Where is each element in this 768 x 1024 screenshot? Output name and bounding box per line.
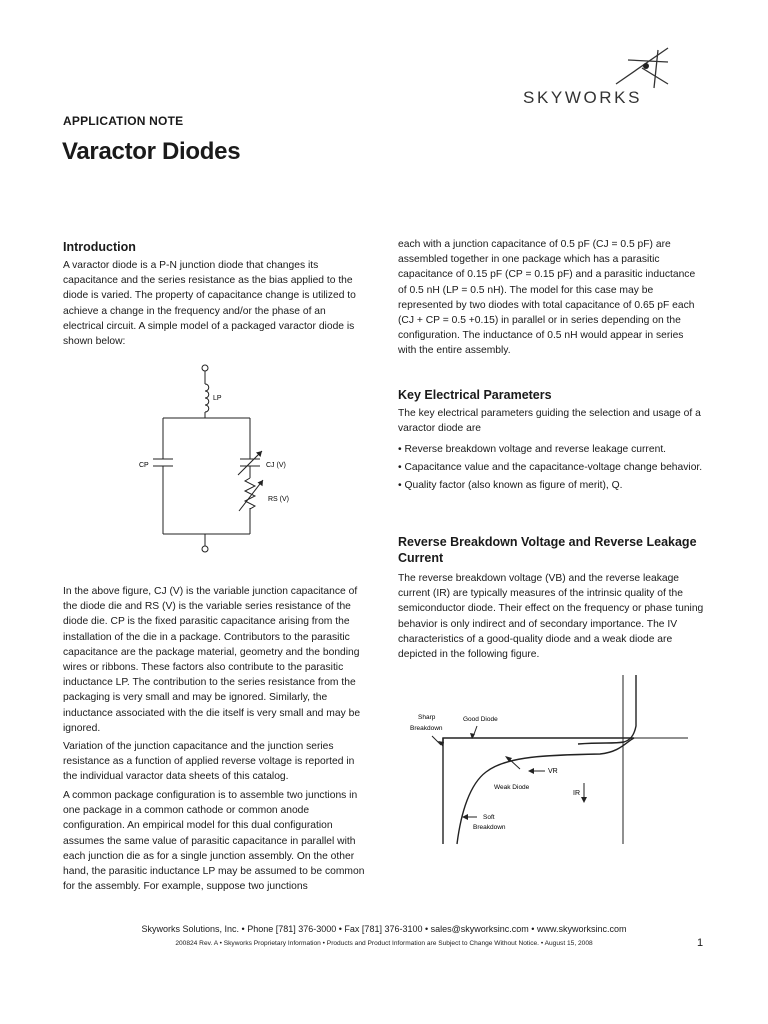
logo-wordmark: SKYWORKS bbox=[523, 88, 643, 107]
list-item: • Quality factor (also known as figure of merit), Q. bbox=[398, 480, 623, 492]
intro-paragraph-5: each with a junction capacitance of 0.5 pF (CJ = 0.5 pF) are assembled together in one package which has a parasitic capacitance of 0.15 pF (CP = 0.15 pF) and a parasitic inductance of 0.5 nH (LP = 0.5 nH). The model for this case may be represented by two diodes with total capacitance of 0.65 pF each (CJ + CP = 0.5 +0.15) in parallel or in series depending on the configuration. The inductance of 0.5 nH would appear in series with the entire assembly. bbox=[398, 239, 696, 357]
intro-paragraph-2: In the above figure, CJ (V) is the variable junction capacitance of the diode die and RS (V) is the variable series resistance of the diode die. CP is the fixed parasitic capacitance arising from the installation of the die in a package. Contributors to the parasitic capacitance are the package material, geometry and the bonding wires or ribbons. These factors also contribute to the parasitic inductance LP. The contribution to the series resistance from the packaging is very small and may be ignored. Similarly, the inductance associated with the die itself is very small and may be ignored. bbox=[63, 586, 361, 734]
varactor-circuit-diagram bbox=[130, 362, 300, 568]
page-number: 1 bbox=[697, 937, 704, 949]
ir-label: IR bbox=[573, 790, 580, 797]
rs-label: RS (V) bbox=[268, 496, 289, 503]
iv-characteristics-figure bbox=[398, 672, 698, 852]
intro-paragraph-4: A common package configuration is to assemble two junctions in one package in a common cathode or common anode configuration. An empirical model for this dual configuration assumes the same value of parasitic capacitance in parallel with each junction die as for a single junction assembly. On the other hand, the parasitic inductance LP may be assumed to be common for the assembly. For example, suppose two junctions bbox=[63, 790, 365, 893]
weak-diode-label: Weak Diode bbox=[494, 784, 530, 791]
intro-paragraph-1: A varactor diode is a P-N junction diode that changes its capacitance and the series resistance as the bias applied to the diode is varied. The property of capacitance change is utilized to achieve a change in the frequency and/or the phase of an electrical circuit. A simple model of a packaged varactor diode is shown below: bbox=[63, 260, 356, 348]
intro-paragraph-3: Variation of the junction capacitance and the junction series resistance as a function of applied reverse voltage is reported in the individual varactor data sheets of this catalog. bbox=[63, 741, 355, 783]
footer-contact: Skyworks Solutions, Inc. • Phone [781] 376-3000 • Fax [781] 376-3100 • sales@skyworksinc.com • www.skyworksinc.com bbox=[141, 924, 627, 934]
good-diode-label: Good Diode bbox=[463, 716, 498, 723]
lp-label: LP bbox=[213, 395, 222, 402]
key-parameters-list bbox=[398, 442, 704, 497]
skyworks-logo bbox=[520, 44, 670, 110]
key-parameters-intro: The key electrical parameters guiding the selection and usage of a varactor diode are bbox=[398, 408, 701, 435]
page-title: Varactor Diodes bbox=[62, 138, 241, 165]
key-parameters-heading: Key Electrical Parameters bbox=[398, 388, 552, 402]
sharp-label-2: Breakdown bbox=[410, 725, 443, 732]
soft-label-2: Breakdown bbox=[473, 824, 506, 831]
list-item: • Capacitance value and the capacitance-voltage change behavior. bbox=[398, 462, 703, 474]
intro-heading: Introduction bbox=[63, 240, 136, 254]
footer-legal: 200824 Rev. A • Skyworks Proprietary Information • Products and Product Information are Subject to Change Without Notice. • August 15, 2008 bbox=[175, 940, 593, 947]
list-item: • Reverse breakdown voltage and reverse leakage current. bbox=[398, 444, 667, 455]
skyworks-star-logo-icon bbox=[520, 44, 670, 92]
cp-label: CP bbox=[139, 462, 149, 469]
soft-label-1: Soft bbox=[483, 814, 495, 821]
application-note-label: APPLICATION NOTE bbox=[63, 114, 184, 128]
cj-label: CJ (V) bbox=[266, 462, 286, 469]
breakdown-paragraph: The reverse breakdown voltage (VB) and the reverse leakage current (IR) are typically measures of the intrinsic quality of the semiconductor diode. Their effect on the frequency or phase tuning behavior is only indirect and of secondary importance. The IV characteristics of a good-quality diode and a weak diode are depicted in the following figure. bbox=[398, 573, 704, 661]
vr-label: VR bbox=[548, 768, 558, 775]
sharp-label-1: Sharp bbox=[418, 714, 436, 721]
breakdown-heading: Reverse Breakdown Voltage and Reverse Leakage Current bbox=[398, 535, 697, 565]
